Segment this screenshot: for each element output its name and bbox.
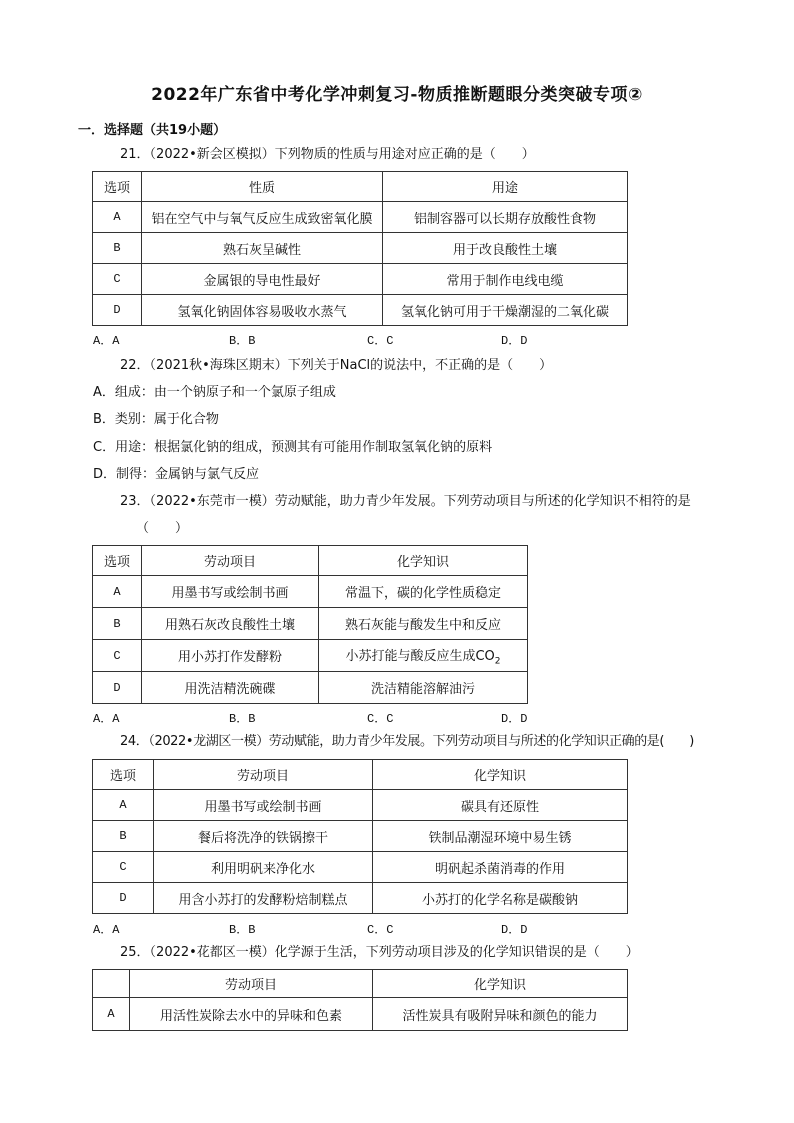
answer-option-d: D．D: [501, 334, 528, 348]
table-cell: D: [93, 295, 142, 326]
table-cell: 用小苏打作发酵粉: [142, 640, 319, 672]
table-cell: A: [93, 790, 154, 821]
table-cell: 洗洁精能溶解油污: [319, 672, 528, 704]
table-header-cell: 选项: [93, 546, 142, 576]
table-cell: C: [93, 640, 142, 672]
table-cell: 餐后将洗净的铁锅擦干: [154, 821, 373, 852]
answer-option-a: A．A: [93, 334, 120, 348]
table-cell: 铝在空气中与氧气反应生成致密氧化膜: [142, 202, 383, 233]
question-21-stem: 21．（2022•新会区模拟）下列物质的性质与用途对应正确的是（ ）: [120, 147, 535, 162]
co2-subscript: 2: [494, 656, 501, 667]
question-22-stem: 22．（2021秋•海珠区期末）下列关于NaCl的说法中，不正确的是（ ）: [120, 358, 553, 373]
answer-option-d: D．D: [501, 712, 528, 726]
question-23-stem: 23．（2022•东莞市一模）劳动赋能，助力青少年发展。下列劳动项目与所述的化学知识不相符的是: [120, 494, 691, 509]
answer-option-b: B．B: [229, 712, 256, 726]
question-22-option-a: A．组成：由一个钠原子和一个氯原子组成: [93, 385, 336, 400]
table-cell: C: [93, 852, 154, 883]
table-cell: 常温下，碳的化学性质稳定: [319, 576, 528, 608]
table-cell: B: [93, 233, 142, 264]
answer-option-a: A．A: [93, 712, 120, 726]
table-cell: 熟石灰呈碱性: [142, 233, 383, 264]
table-cell: A: [93, 202, 142, 233]
table-cell: 用墨书写或绘制书画: [154, 790, 373, 821]
table-header-cell: 化学知识: [373, 970, 628, 998]
table-header-cell: 化学知识: [319, 546, 528, 576]
table-cell: 铁制品潮湿环境中易生锈: [373, 821, 628, 852]
table-header-cell: 劳动项目: [130, 970, 373, 998]
table-header-cell: 用途: [383, 172, 628, 202]
table-cell: 用含小苏打的发酵粉焙制糕点: [154, 883, 373, 914]
table-cell: 金属银的导电性最好: [142, 264, 383, 295]
table-cell-text: 小苏打能与酸反应生成CO: [345, 648, 495, 664]
table-cell: 小苏打的化学名称是碳酸钠: [373, 883, 628, 914]
table-header-cell: 化学知识: [373, 760, 628, 790]
document-title: 2022年广东省中考化学冲刺复习-物质推断题眼分类突破专项②: [151, 85, 643, 105]
table-cell: 用活性炭除去水中的异味和色素: [130, 998, 373, 1031]
question-24-table: [92, 759, 628, 914]
question-22-option-b: B．类别：属于化合物: [93, 412, 219, 427]
question-22-option-c: C．用途：根据氯化钠的组成，预测其有可能用作制取氢氧化钠的原料: [93, 440, 493, 455]
table-cell: [319, 640, 528, 672]
answer-option-a: A．A: [93, 923, 120, 937]
table-cell: 用熟石灰改良酸性土壤: [142, 608, 319, 640]
table-cell: 熟石灰能与酸发生中和反应: [319, 608, 528, 640]
answer-option-c: C．C: [367, 712, 394, 726]
table-cell: 氢氧化钠可用于干燥潮湿的二氧化碳: [383, 295, 628, 326]
question-23-table: [92, 545, 528, 704]
question-22-option-d: D．制得：金属钠与氯气反应: [93, 467, 260, 482]
table-cell: 常用于制作电线电缆: [383, 264, 628, 295]
answer-option-b: B．B: [229, 334, 256, 348]
table-header-cell: [93, 970, 130, 998]
table-header-cell: 劳动项目: [154, 760, 373, 790]
table-cell: C: [93, 264, 142, 295]
answer-option-b: B．B: [229, 923, 256, 937]
table-cell: 明矾起杀菌消毒的作用: [373, 852, 628, 883]
table-header-cell: 性质: [142, 172, 383, 202]
table-header-cell: 选项: [93, 760, 154, 790]
answer-option-c: C．C: [367, 923, 394, 937]
answer-option-c: C．C: [367, 334, 394, 348]
table-header-cell: 选项: [93, 172, 142, 202]
table-header-cell: 劳动项目: [142, 546, 319, 576]
table-cell: 利用明矾来净化水: [154, 852, 373, 883]
table-cell: 用墨书写或绘制书画: [142, 576, 319, 608]
table-cell: 用洗洁精洗碗碟: [142, 672, 319, 704]
table-cell: 活性炭具有吸附异味和颜色的能力: [373, 998, 628, 1031]
question-24-stem: 24．（2022•龙湖区一模）劳动赋能，助力青少年发展。下列劳动项目与所述的化学知识正确的是( ): [120, 734, 694, 749]
table-cell: D: [93, 672, 142, 704]
question-25-table: [92, 969, 628, 1031]
table-cell: 用于改良酸性土壤: [383, 233, 628, 264]
question-21-table: [92, 171, 628, 326]
table-cell: 铝制容器可以长期存放酸性食物: [383, 202, 628, 233]
table-cell: D: [93, 883, 154, 914]
table-cell: B: [93, 608, 142, 640]
question-23-stem-tail: （ ）: [136, 521, 189, 536]
answer-option-d: D．D: [501, 923, 528, 937]
table-cell: 碳具有还原性: [373, 790, 628, 821]
table-cell: A: [93, 576, 142, 608]
section-heading: 一．选择题（共19小题）: [78, 123, 227, 138]
table-cell: B: [93, 821, 154, 852]
question-25-stem: 25．（2022•花都区一模）化学源于生活，下列劳动项目涉及的化学知识错误的是（ ）: [120, 945, 639, 960]
table-cell: A: [93, 998, 130, 1031]
table-cell: 氢氧化钠固体容易吸收水蒸气: [142, 295, 383, 326]
